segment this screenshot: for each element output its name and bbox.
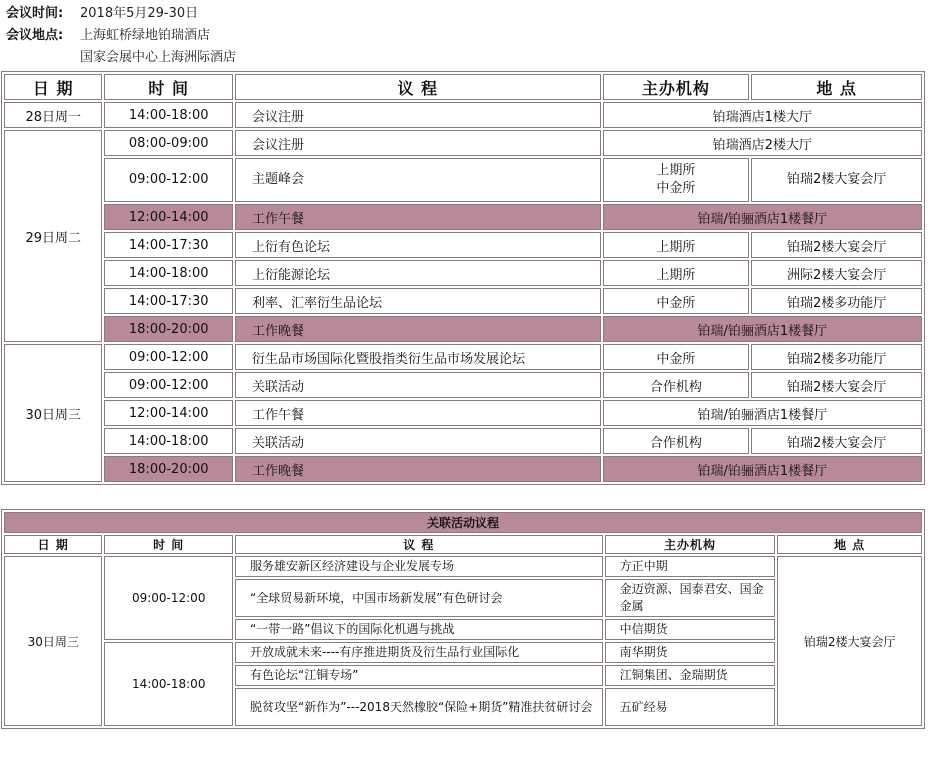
- organizer-cell: 五矿经易: [605, 688, 776, 726]
- time-cell: 18:00-20:00: [104, 456, 233, 482]
- time-cell: 14:00-18:00: [104, 260, 233, 286]
- meeting-time-row: [6, 3, 236, 25]
- time-cell: 09:00-12:00: [104, 556, 233, 640]
- meeting-time-label: 会议时间:: [6, 6, 64, 21]
- time-cell: 14:00-18:00: [104, 642, 233, 726]
- organizer-cell: 合作机构: [603, 428, 750, 454]
- table-row: [4, 456, 922, 482]
- agenda-cell: 上衍能源论坛: [235, 260, 601, 286]
- header-agenda: 议 程: [235, 535, 603, 554]
- table-row: [4, 316, 922, 342]
- organizer-cell: 江铜集团、金瑞期货: [605, 665, 776, 686]
- date-cell: 30日周三: [4, 556, 102, 726]
- meeting-time-value: 2018年5月29-30日: [80, 6, 199, 21]
- table-row: [4, 288, 922, 314]
- table-header-row: [4, 74, 922, 100]
- agenda-cell: 主题峰会: [235, 158, 601, 202]
- table-row: [4, 428, 922, 454]
- agenda-cell: 关联活动: [235, 428, 601, 454]
- meeting-info: [6, 3, 236, 69]
- agenda-cell: 会议注册: [235, 102, 601, 128]
- related-activities-table: [1, 509, 925, 729]
- place-cell: 铂瑞2楼多功能厅: [751, 288, 922, 314]
- organizer-cell: 方正中期: [605, 556, 776, 577]
- date-cell: 29日周二: [4, 130, 102, 342]
- table-row: [4, 232, 922, 258]
- time-cell: 12:00-14:00: [104, 400, 233, 426]
- agenda-cell: 工作午餐: [235, 204, 601, 230]
- agenda-cell: 会议注册: [235, 130, 601, 156]
- organizer-cell: 南华期货: [605, 642, 776, 663]
- header-agenda: 议 程: [235, 74, 601, 100]
- table-row: [4, 130, 922, 156]
- organizer-cell: [603, 158, 750, 202]
- time-cell: 14:00-17:30: [104, 232, 233, 258]
- table-row: [4, 204, 922, 230]
- time-cell: 14:00-18:00: [104, 428, 233, 454]
- organizer-cell: 上期所: [603, 232, 750, 258]
- time-cell: 18:00-20:00: [104, 316, 233, 342]
- agenda-cell: 衍生品市场国际化暨股指类衍生品市场发展论坛: [235, 344, 601, 370]
- header-time: 时 间: [104, 74, 233, 100]
- venue-cell: 铂瑞/铂骊酒店1楼餐厅: [603, 316, 922, 342]
- agenda-cell: 利率、汇率衍生品论坛: [235, 288, 601, 314]
- venue-cell: 铂瑞/铂骊酒店1楼餐厅: [603, 400, 922, 426]
- venue-cell: 铂瑞/铂骊酒店1楼餐厅: [603, 204, 922, 230]
- time-cell: 14:00-18:00: [104, 102, 233, 128]
- table-row: [4, 102, 922, 128]
- place-cell: 铂瑞2楼大宴会厅: [751, 428, 922, 454]
- header-date: 日 期: [4, 74, 102, 100]
- place-cell: 洲际2楼大宴会厅: [751, 260, 922, 286]
- agenda-cell: “全球贸易新环境，中国市场新发展”有色研讨会: [235, 579, 603, 617]
- agenda-cell: 工作晚餐: [235, 456, 601, 482]
- header-time: 时 间: [104, 535, 233, 554]
- place-cell: 铂瑞2楼多功能厅: [751, 344, 922, 370]
- header-place: 地 点: [777, 535, 922, 554]
- table-header-row: [4, 535, 922, 554]
- agenda-cell: 上衍有色论坛: [235, 232, 601, 258]
- organizer-line-1: 上期所: [656, 163, 696, 178]
- organizer-cell: 合作机构: [603, 372, 750, 398]
- place-cell: 铂瑞2楼大宴会厅: [777, 556, 922, 726]
- venue-cell: 铂瑞酒店1楼大厅: [603, 102, 922, 128]
- organizer-cell: 中金所: [603, 344, 750, 370]
- meeting-place-value-2: 国家会展中心上海洲际酒店: [80, 50, 237, 65]
- place-cell: 铂瑞2楼大宴会厅: [751, 232, 922, 258]
- place-cell: 铂瑞2楼大宴会厅: [751, 158, 922, 202]
- time-cell: 14:00-17:30: [104, 288, 233, 314]
- header-organizer: 主办机构: [603, 74, 750, 100]
- organizer-line-2: 中金所: [656, 181, 696, 196]
- agenda-cell: 有色论坛“江铜专场”: [235, 665, 603, 686]
- table-row: [4, 260, 922, 286]
- date-cell: 28日周一: [4, 102, 102, 128]
- meeting-place-row-2: [6, 47, 236, 69]
- organizer-cell: 上期所: [603, 260, 750, 286]
- agenda-cell: 关联活动: [235, 372, 601, 398]
- meeting-place-row: [6, 25, 236, 47]
- related-title-row: [4, 512, 922, 533]
- time-cell: 09:00-12:00: [104, 372, 233, 398]
- time-cell: 08:00-09:00: [104, 130, 233, 156]
- table-row: [4, 158, 922, 202]
- table-row: [4, 372, 922, 398]
- time-cell: 12:00-14:00: [104, 204, 233, 230]
- agenda-cell: 服务雄安新区经济建设与企业发展专场: [235, 556, 603, 577]
- header-organizer: 主办机构: [605, 535, 776, 554]
- time-cell: 09:00-12:00: [104, 344, 233, 370]
- main-agenda-table: [1, 71, 925, 485]
- place-cell: 铂瑞2楼大宴会厅: [751, 372, 922, 398]
- header-place: 地 点: [751, 74, 922, 100]
- agenda-cell: 开放成就未来----有序推进期货及衍生品行业国际化: [235, 642, 603, 663]
- venue-cell: 铂瑞酒店2楼大厅: [603, 130, 922, 156]
- organizer-cell: 中金所: [603, 288, 750, 314]
- agenda-cell: 工作午餐: [235, 400, 601, 426]
- meeting-place-value-1: 上海虹桥绿地铂瑞酒店: [80, 28, 211, 43]
- organizer-cell: 中信期货: [605, 619, 776, 640]
- date-cell: 30日周三: [4, 344, 102, 482]
- time-cell: 09:00-12:00: [104, 158, 233, 202]
- agenda-cell: 工作晚餐: [235, 316, 601, 342]
- table-row: [4, 400, 922, 426]
- agenda-cell: 脱贫攻坚“新作为”---2018天然橡胶“保险+期货”精准扶贫研讨会: [235, 688, 603, 726]
- related-table-title: 关联活动议程: [4, 512, 922, 533]
- header-date: 日 期: [4, 535, 102, 554]
- organizer-cell: 金迈资源、国泰君安、国金金属: [605, 579, 776, 617]
- table-row: [4, 344, 922, 370]
- meeting-place-label: 会议地点:: [6, 28, 64, 43]
- agenda-cell: “一带一路”倡议下的国际化机遇与挑战: [235, 619, 603, 640]
- table-row: [4, 556, 922, 577]
- venue-cell: 铂瑞/铂骊酒店1楼餐厅: [603, 456, 922, 482]
